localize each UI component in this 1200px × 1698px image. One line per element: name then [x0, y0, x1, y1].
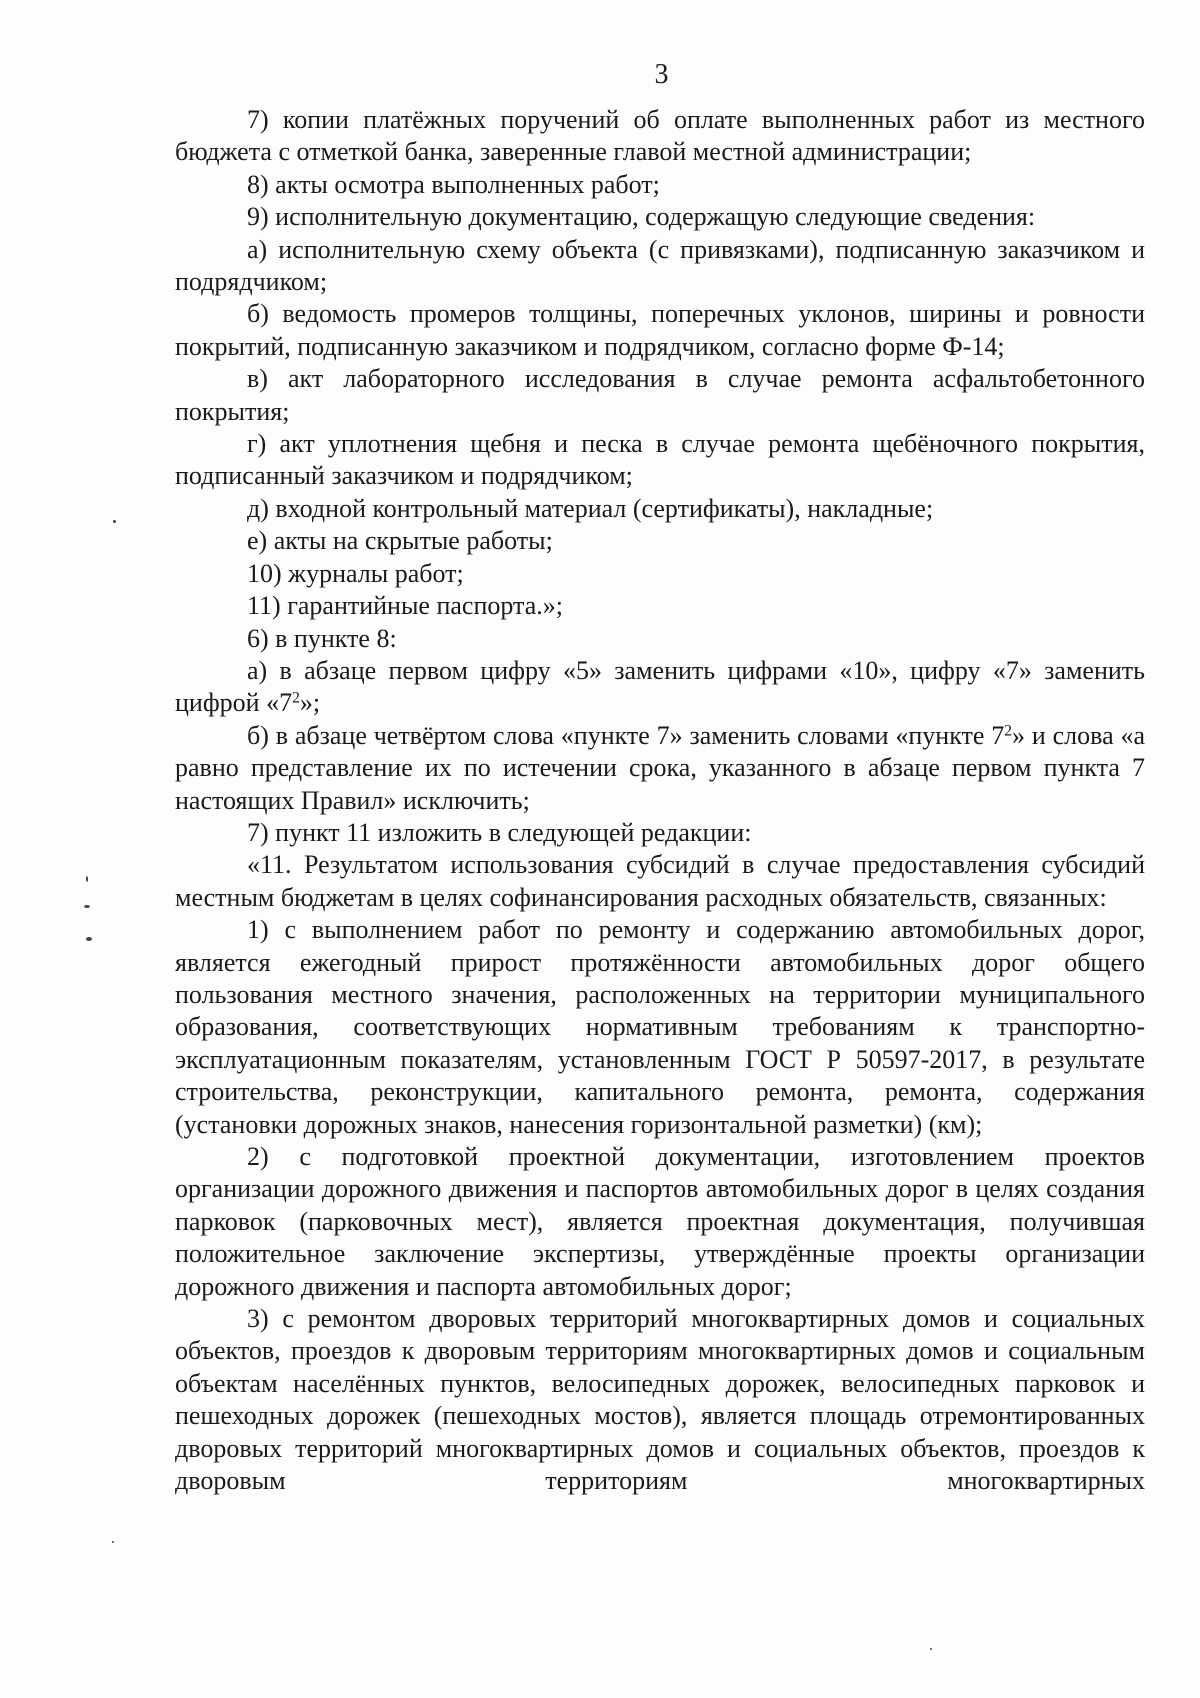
superscript: 2: [1004, 722, 1013, 740]
paragraph-item-11-warranty: 11) гарантийные паспорта.»;: [247, 591, 563, 621]
paragraph-item-8-inspection-acts: 8) акты осмотра выполненных работ;: [247, 169, 660, 199]
paragraph-subitem-e-hidden-works: е) акты на скрытые работы;: [247, 526, 553, 556]
paragraph-amendment-6b: [175, 720, 1145, 817]
text-run: а) в абзаце первом цифру «5» заменить цифрами «10», цифру «7» заменить цифрой «7: [175, 655, 1145, 718]
paragraph-item-7-payment-orders: 7) копии платёжных поручений об оплате выполненных работ из местного бюджета с отметкой банка, заверенные главой местной администрации;: [175, 105, 1145, 167]
paragraph-subitem-v-lab-act: в) акт лабораторного исследования в случае ремонта асфальтобетонного покрытия;: [175, 364, 1145, 426]
page-number: 3: [654, 59, 669, 90]
text-run: » и слова «а равно представление их по истечении срока, указанного в абзаце первом пункта 7 настоящих Правил» исключить;: [175, 720, 1145, 815]
superscript: 2: [292, 689, 300, 707]
scan-speck: [86, 876, 88, 882]
paragraph-clause-11-item-3: 3) с ремонтом дворовых территорий многоквартирных домов и социальных объектов, проездов к дворовым территориям многоквартирных домов и социальным объектам населённых пунктов, велосипедных дорожек, велосипедных парковок и пешеходных дорожек (пешеходных мостов), является площадь отремонтированных дворовых территорий многоквартирных домов и социальных объектов, проездов к дворовым территориям многоквартирных: [175, 1304, 1145, 1496]
paragraph-amendment-6: 6) в пункте 8:: [247, 623, 397, 653]
text-run: »;: [299, 688, 321, 718]
paragraph-subitem-d-incoming-material: д) входной контрольный материал (сертификаты), накладные;: [247, 493, 934, 523]
text-run: б) в абзаце четвёртом слова «пункте 7» заменить словами «пункте 7: [247, 720, 1005, 750]
scan-speck: [113, 520, 116, 523]
scan-speck: [84, 905, 90, 908]
paragraph-subitem-b-measurements: б) ведомость промеров толщины, поперечных уклонов, ширины и ровности покрытий, подписанную заказчиком и подрядчиком, согласно форме Ф-14;: [175, 299, 1145, 361]
paragraph-item-10-work-logs: 10) журналы работ;: [247, 558, 464, 588]
paragraph-amendment-7: 7) пункт 11 изложить в следующей редакции:: [247, 817, 752, 847]
paragraph-clause-11-item-1: 1) с выполнением работ по ремонту и содержанию автомобильных дорог, является ежегодный прирост протяжённости автомобильных дорог общего пользования местного значения, расположенных на территории муниципального образования, соответствующих нормативным требованиям к транспортно-эксплуатационным показателям, установленным ГОСТ Р 50597-2017, в результате строительства, реконструкции, капитального ремонта, ремонта, содержания (установки дорожных знаков, нанесения горизонтальной разметки) (км);: [175, 915, 1145, 1139]
scan-speck: [930, 1648, 932, 1650]
document-body: [175, 104, 1145, 1497]
paragraph-subitem-a-scheme: а) исполнительную схему объекта (с привязками), подписанную заказчиком и подрядчиком;: [175, 234, 1145, 297]
scan-speck: [86, 937, 92, 941]
paragraph-subitem-g-compaction-act: г) акт уплотнения щебня и песка в случае ремонта щебёночного покрытия, подписанный заказчиком и подрядчиком;: [175, 429, 1145, 491]
paragraph-clause-11: «11. Результатом использования субсидий в случае предоставления субсидий местным бюджетам в целях софинансирования расходных обязательств, связанных:: [175, 850, 1145, 912]
scan-speck: [112, 1541, 114, 1543]
paragraph-amendment-6a: [175, 655, 1145, 720]
paragraph-item-9-executive-docs: 9) исполнительную документацию, содержащую следующие сведения:: [247, 202, 1036, 232]
paragraph-clause-11-item-2: 2) с подготовкой проектной документации, изготовлением проектов организации дорожного движения и паспортов автомобильных дорог в целях создания парковок (парковочных мест), является проектная документация, получившая положительное заключение экспертизы, утверждённые проекты организации дорожного движения и паспорта автомобильных дорог;: [175, 1142, 1145, 1301]
